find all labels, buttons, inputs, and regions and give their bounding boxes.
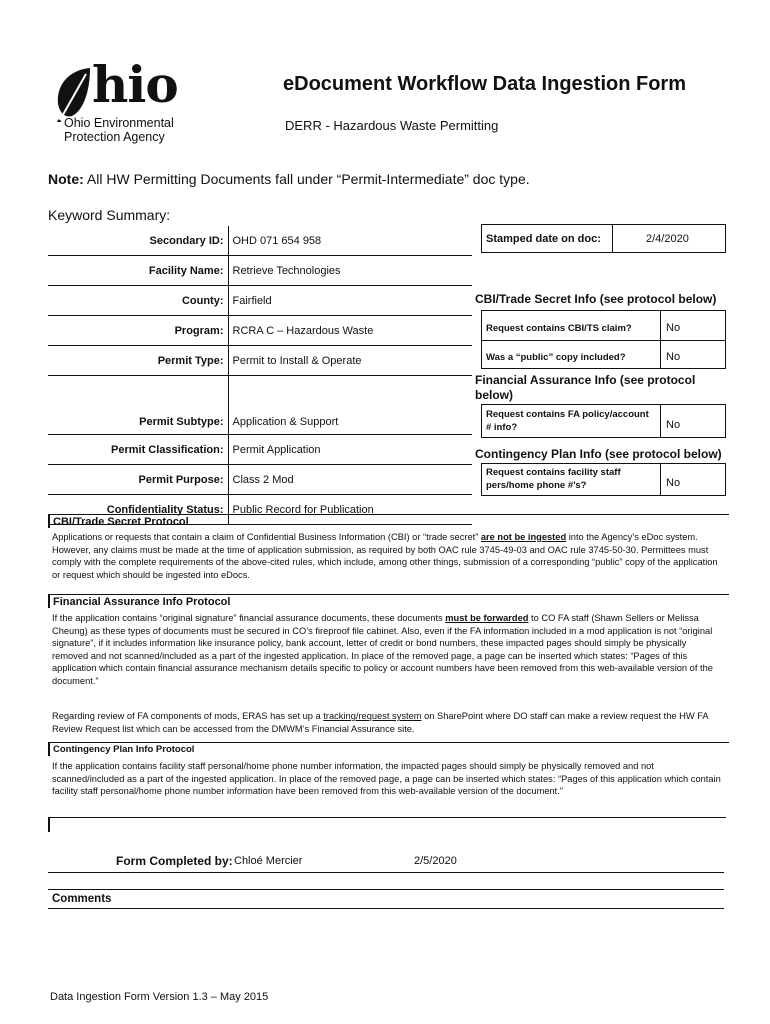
logo-wordmark: hio — [92, 55, 178, 114]
keyword-row — [48, 286, 472, 316]
keyword-row — [48, 465, 472, 495]
cp-info-box — [481, 463, 726, 496]
keyword-row — [48, 376, 472, 435]
cp-answer: No — [666, 477, 681, 489]
stamped-date-box — [481, 224, 726, 253]
cbi-info-heading: CBI/Trade Secret Info (see protocol below) — [475, 292, 717, 306]
fa-answer: No — [666, 419, 681, 431]
section-divider — [48, 817, 726, 832]
fa-protocol-emphasis: must be forwarded — [445, 613, 529, 623]
keyword-label: Confidentiality Status: — [48, 495, 228, 525]
cbi-answer-2: No — [666, 351, 681, 363]
divider — [612, 225, 613, 252]
fa-review-text-a: Regarding review of FA components of mods, ERAS has set up a — [52, 711, 324, 721]
keyword-label: Permit Purpose: — [48, 465, 228, 495]
keyword-value: RCRA C – Hazardous Waste — [232, 324, 374, 337]
keyword-value: Public Record for Publication — [232, 503, 374, 516]
cbi-question-1: Request contains CBI/TS claim? — [486, 323, 632, 334]
fa-question-line2: # info? — [486, 422, 518, 433]
divider — [482, 340, 725, 341]
fa-protocol-text-a: If the application contains “original signature” financial assurance documents, these documents — [52, 613, 446, 623]
fa-review-text-b: on SharePoint where DO staff can make a review request the HW FA Review Request list which can be accessed from the DMWM’s Financial Assurance site. — [52, 711, 709, 734]
cp-question-line1: Request contains facility staff — [486, 467, 621, 478]
keyword-value: Permit Application — [232, 443, 321, 456]
keyword-value: Permit to Install & Operate — [232, 354, 362, 367]
keyword-label: Program: — [48, 316, 228, 346]
keyword-summary-label: Keyword Summary: — [48, 207, 171, 223]
footer-version: Data Ingestion Form Version 1.3 – May 2015 — [50, 991, 269, 1003]
keyword-table — [48, 226, 472, 525]
cbi-question-2: Was a “public” copy included? — [486, 352, 626, 363]
ohio-state-leaf-icon — [50, 66, 94, 122]
fa-heading-line1: Financial Assurance Info (see protocol — [475, 373, 696, 387]
fa-protocol-text-b: to CO FA staff (Shawn Sellers or Melissa Cheung) as these types of documents must be secured in CO’s fireproof file cabinet. Also, even if the FA information included in a mod application is not “original signature”, if it includes information like insurance policy, bank account, letter of credit or bond numbers, these impacted pages should simply be physically removed and not scanned/included as a part of the ingested application. In place of the removed page, a page can be inserted which states: “Pages of this application which contain financial assurance mechanism details specific to policy or account numbers have been removed from this web-available version of the document.” — [52, 613, 713, 686]
agency-line1: Ohio Environmental — [64, 116, 174, 130]
completed-underline — [48, 872, 724, 873]
fa-question-line1: Request contains FA policy/account — [486, 409, 649, 420]
keyword-value: OHD 071 654 958 — [232, 234, 322, 247]
keyword-row — [48, 316, 472, 346]
divider — [660, 311, 661, 368]
keyword-label: County: — [48, 286, 228, 316]
keyword-label: Secondary ID: — [48, 226, 228, 256]
agency-name — [64, 116, 174, 144]
keyword-row — [48, 435, 472, 465]
fa-info-heading — [475, 373, 695, 403]
keyword-value: Class 2 Mod — [232, 473, 294, 486]
divider — [660, 405, 661, 437]
form-title: eDocument Workflow Data Ingestion Form — [283, 73, 686, 95]
keyword-value: Fairfield — [232, 294, 272, 307]
agency-line2: Protection Agency — [64, 130, 165, 144]
note-text: All HW Permitting Documents fall under “Permit-Intermediate” doc type. — [86, 171, 530, 187]
stamped-date-value: 2/4/2020 — [646, 233, 689, 245]
keyword-label: Permit Subtype: — [48, 376, 228, 435]
cbi-protocol-emphasis: are not be ingested — [480, 532, 567, 542]
keyword-row — [48, 256, 472, 286]
keyword-label: Permit Type: — [48, 346, 228, 376]
cbi-protocol-text-a: Applications or requests that contain a claim of Confidential Business Information (CBI) or “trade secret” — [52, 532, 481, 542]
completed-by-label: Form Completed by: — [116, 854, 233, 868]
tracking-request-link[interactable]: tracking/request system — [323, 711, 422, 721]
cp-protocol-text: If the application contains facility staff personal/home phone number information, the impacted pages should simply be physically removed and not scanned/included as a part of the ingested application. In place of the removed page, a page can be inserted which states: “Pages of this application which contain facility staff personal/home phone number information have been removed from this web-available version of the document.” — [52, 761, 721, 797]
cp-protocol-heading: Contingency Plan Info Protocol — [48, 742, 729, 756]
fa-protocol-heading: Financial Assurance Info Protocol — [48, 594, 729, 608]
cbi-answer-1: No — [666, 322, 681, 334]
cp-question-line2: pers/home phone #’s? — [486, 480, 587, 491]
cbi-protocol-heading: CBI/Trade Secret Protocol — [48, 514, 729, 528]
divider — [660, 464, 661, 495]
keyword-row — [48, 346, 472, 376]
cp-info-heading: Contingency Plan Info (see protocol below) — [475, 447, 722, 461]
stamped-date-label: Stamped date on doc: — [486, 233, 601, 245]
fa-review-text — [52, 710, 724, 735]
fa-question — [486, 408, 649, 434]
comments-bottom-rule — [48, 908, 724, 909]
keyword-value: Retrieve Technologies — [232, 264, 341, 277]
fa-heading-line2: below) — [475, 388, 513, 402]
keyword-label: Permit Classification: — [48, 435, 228, 465]
cbi-protocol-text-b: into the Agency’s eDoc system. However, any claims must be made at the time of application submission, as required by both OAC rule 3745-49-03 and OAC rule 3745-50-30. Permittees must comply with the complete requirements of the above-cited rules, which include, among other things, submission of a corresponding “public” copy of the application or request which should be ingested into eDocs. — [52, 532, 718, 580]
keyword-value: Application & Support — [232, 416, 339, 428]
fa-info-box — [481, 404, 726, 438]
form-subtitle: DERR - Hazardous Waste Permitting — [285, 118, 499, 133]
cbi-info-box — [481, 310, 726, 369]
note-line — [48, 171, 530, 187]
keyword-row — [48, 226, 472, 256]
cp-question — [486, 466, 621, 492]
completed-date: 2/5/2020 — [414, 855, 457, 867]
keyword-label: Facility Name: — [48, 256, 228, 286]
fa-protocol-text — [52, 612, 724, 688]
comments-top-rule — [48, 889, 724, 890]
note-label: Note: — [48, 171, 84, 187]
completed-by-name: Chloé Mercier — [234, 855, 303, 867]
cbi-protocol-text — [52, 531, 724, 581]
comments-label: Comments — [52, 893, 112, 905]
